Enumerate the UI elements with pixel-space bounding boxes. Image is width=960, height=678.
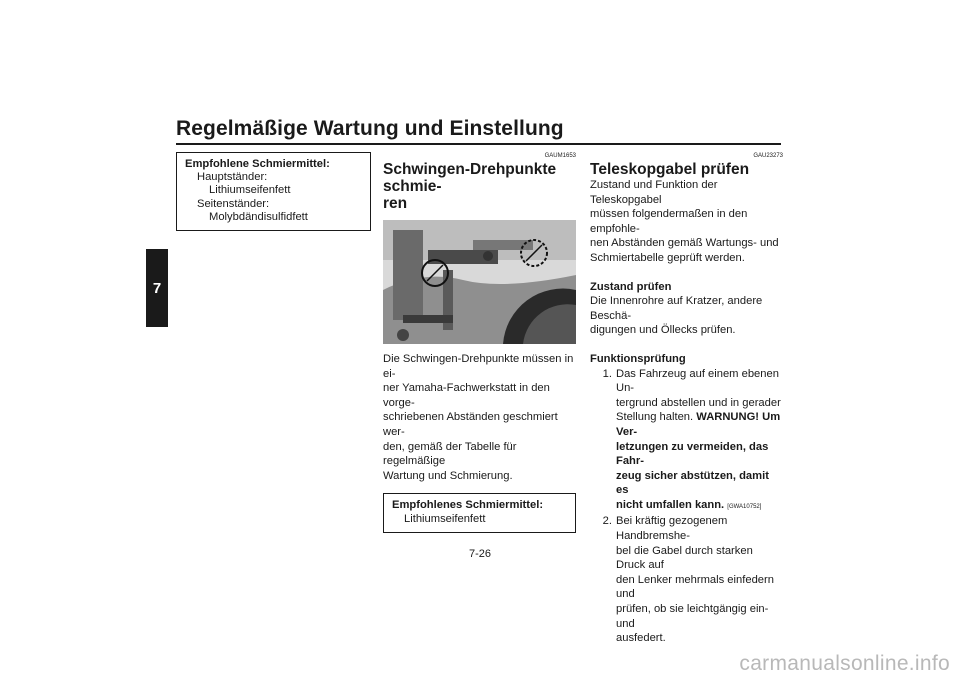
text-line: Stellung halten. (616, 411, 694, 424)
swingarm-pivot-photo (383, 220, 576, 344)
warning-text: zeug sicher abstützen, damit es (616, 469, 769, 497)
text-line: Die Innenrohre auf Kratzer, andere Beschä- (590, 295, 763, 322)
watermark: carmanualsonline.info (739, 652, 950, 675)
text-line: müssen folgendermaßen in den empfohle- (590, 208, 748, 235)
column-left (176, 152, 371, 231)
text-line: digungen und Öllecks prüfen. (590, 324, 736, 337)
paragraph (590, 294, 783, 338)
text-line: den Lenker mehrmals einfedern und (616, 573, 774, 601)
column-right (590, 152, 783, 646)
box-line: Seitenständer: (197, 197, 270, 210)
section-title-line: ren (383, 195, 408, 212)
text-line: Schmiertabelle geprüft werden. (590, 251, 745, 264)
page-number: 7-26 (468, 548, 492, 560)
section-code: GAUM1653 (544, 153, 576, 159)
text-line: nen Abständen gemäß Wartungs- und (590, 237, 779, 250)
paragraph (383, 352, 576, 483)
subheading: Zustand prüfen (590, 280, 672, 293)
text-line: schriebenen Abständen geschmiert wer- (383, 411, 558, 438)
page-title: Regelmäßige Wartung und Einstellung (176, 117, 564, 140)
list-item (590, 367, 783, 515)
box-title: Empfohlenes Schmiermittel: (392, 499, 544, 512)
subheading: Funktionsprüfung (590, 352, 686, 365)
header-rule (176, 143, 781, 145)
text-line: bel die Gabel durch starken Druck auf (616, 544, 753, 572)
text-line: prüfen, ob sie leichtgängig ein- und (616, 603, 769, 630)
text-line: ner Yamaha-Fachwerkstatt in den vorge- (383, 382, 550, 409)
list-number: 2. (602, 515, 612, 528)
lubricant-box-stands (176, 152, 371, 231)
intro-paragraph (590, 178, 783, 266)
list-number: 1. (602, 367, 612, 380)
text-line: Wartung und Schmierung. (383, 469, 513, 482)
box-line: Hauptständer: (197, 171, 268, 184)
box-line: Lithiumseifenfett (404, 512, 486, 525)
box-title: Empfohlene Schmiermittel: (185, 158, 330, 170)
text-line: Bei kräftig gezogenem Handbremshe- (616, 515, 728, 543)
text-line: Das Fahrzeug auf einem ebenen Un- (616, 367, 779, 395)
lubricant-box-swingarm (383, 493, 576, 532)
chapter-tab: 7 (146, 249, 168, 327)
text-line: Die Schwingen-Drehpunkte müssen in ei- (383, 353, 574, 380)
column-middle (383, 152, 576, 533)
section-title: Teleskopgabel prüfen (590, 161, 750, 178)
box-line: Lithiumseifenfett (209, 184, 291, 197)
list-item (590, 514, 783, 645)
section-code: GAU23273 (753, 153, 783, 159)
warning-text: letzungen zu vermeiden, das Fahr- (616, 440, 769, 468)
box-line: Molybdändisulfidfett (209, 210, 308, 223)
warning-code: [GWA10752] (727, 503, 762, 510)
warning-text: nicht umfallen kann. (616, 498, 725, 511)
text-line: tergrund abstellen und in gerader (616, 396, 781, 409)
text-line: Zustand und Funktion der Teleskopgabel (590, 179, 718, 206)
section-title-line: Schwingen-Drehpunkte schmie- (383, 161, 557, 195)
text-line: ausfedert. (616, 632, 666, 645)
text-line: den, gemäß der Tabelle für regelmäßige (383, 440, 517, 468)
section-title (383, 161, 576, 212)
warning-text: WARNUNG! Um Ver- (616, 411, 781, 438)
